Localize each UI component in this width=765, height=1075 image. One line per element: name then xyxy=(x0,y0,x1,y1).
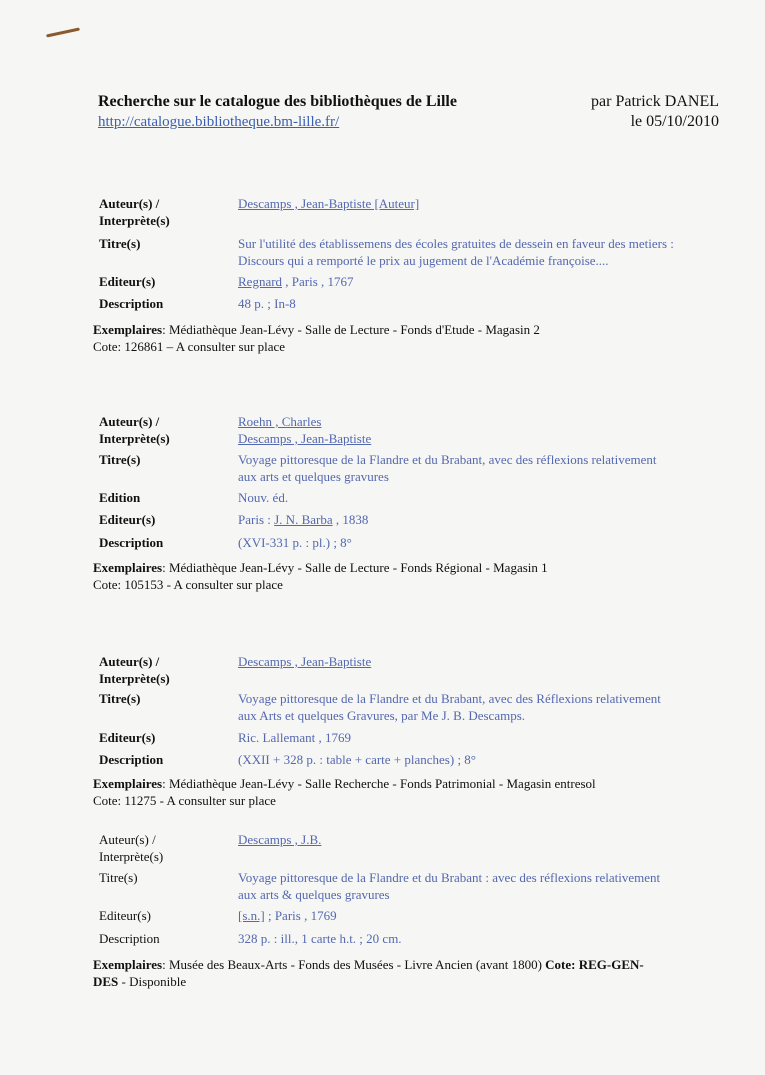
holdings-label: Exemplaires xyxy=(93,560,163,575)
holdings-value: : Médiathèque Jean-Lévy - Salle de Lecture - Fonds d'Etude - Magasin 2 xyxy=(162,322,540,337)
author-label: Auteur(s) / xyxy=(99,832,156,847)
title-line: Discours qui a remporté le prix au jugement de l'Académie françoise.... xyxy=(238,253,609,268)
publisher-details: , Paris , 1767 xyxy=(282,274,354,289)
catalogue-link[interactable]: http://catalogue.bibliotheque.bm-lille.fr/ xyxy=(98,114,340,130)
holdings-value: : Musée des Beaux-Arts - Fonds des Musées - Livre Ancien (avant 1800) xyxy=(162,957,546,972)
shelfmark-value: DES xyxy=(93,974,119,989)
description-value: 328 p. : ill., 1 carte h.t. ; 20 cm. xyxy=(238,931,402,946)
holdings-value: : Médiathèque Jean-Lévy - Salle Recherche - Fonds Patrimonial - Magasin entresol xyxy=(162,776,596,791)
author-row xyxy=(99,413,719,449)
title-line: Voyage pittoresque de la Flandre et du Brabant, avec des Réflexions relativement xyxy=(238,691,661,706)
author-row xyxy=(99,653,719,689)
holdings-label: Exemplaires xyxy=(93,776,163,791)
title-label: Titre(s) xyxy=(99,870,138,885)
title-line: aux Arts et quelques Gravures, par Me J. B. Descamps. xyxy=(238,708,526,723)
description-value: 48 p. ; In-8 xyxy=(238,296,296,311)
description-label: Description xyxy=(99,752,164,767)
pen-mark xyxy=(46,27,80,37)
author-row xyxy=(99,831,719,867)
publisher-link[interactable]: Regnard xyxy=(238,274,283,289)
author-link[interactable]: Descamps , Jean-Baptiste [Auteur] xyxy=(238,196,420,211)
description-label: Description xyxy=(99,535,164,550)
interpreter-label: Interprète(s) xyxy=(99,431,170,446)
holdings xyxy=(93,956,683,990)
shelfmark: Cote: 105153 - A consulter sur place xyxy=(93,577,283,592)
shelfmark: Cote: 126861 – A consulter sur place xyxy=(93,339,286,354)
author-link[interactable]: Roehn , Charles xyxy=(238,414,322,429)
author-label: Auteur(s) / xyxy=(99,414,160,429)
shelfmark: Cote: 11275 - A consulter sur place xyxy=(93,793,276,808)
availability-status: - Disponible xyxy=(118,974,187,989)
holdings xyxy=(93,559,693,593)
publisher-link[interactable]: [s.n.] xyxy=(238,908,265,923)
document-header xyxy=(98,92,457,132)
holdings-label: Exemplaires xyxy=(93,322,163,337)
title-line: aux arts et quelques gravures xyxy=(238,469,389,484)
description-value: (XXII + 328 p. : table + carte + planches) ; 8° xyxy=(238,752,477,767)
edition-value: Nouv. éd. xyxy=(238,490,289,505)
publisher-link[interactable]: J. N. Barba xyxy=(274,512,333,527)
holdings-label: Exemplaires xyxy=(93,957,163,972)
document-author: par Patrick DANEL xyxy=(591,93,719,110)
author-link[interactable]: Descamps , J.B. xyxy=(238,832,322,847)
interpreter-label: Interprète(s) xyxy=(99,849,164,864)
holdings xyxy=(93,775,693,809)
author-label: Auteur(s) / xyxy=(99,196,160,211)
author-link[interactable]: Descamps , Jean-Baptiste xyxy=(238,654,372,669)
author-block xyxy=(591,92,719,132)
title-line: Voyage pittoresque de la Flandre et du Brabant, avec des réflexions relativement xyxy=(238,452,657,467)
publisher-details: ; Paris , 1769 xyxy=(264,908,337,923)
holdings xyxy=(93,321,693,355)
author-label: Auteur(s) / xyxy=(99,654,160,669)
publisher-place: Paris : xyxy=(238,512,275,527)
document-date: le 05/10/2010 xyxy=(630,113,719,130)
description-label: Description xyxy=(99,931,160,946)
publisher-label: Editeur(s) xyxy=(99,730,156,745)
title-label: Titre(s) xyxy=(99,452,141,467)
description-value: (XVI-331 p. : pl.) ; 8° xyxy=(238,535,352,550)
publisher-label: Editeur(s) xyxy=(99,908,151,923)
document-title: Recherche sur le catalogue des bibliothèques de Lille xyxy=(98,93,457,110)
author-row xyxy=(99,195,719,231)
title-line: Sur l'utilité des établissemens des écoles gratuites de dessein en faveur des metiers : xyxy=(238,236,674,251)
publisher-label: Editeur(s) xyxy=(99,274,156,289)
edition-label: Edition xyxy=(99,490,141,505)
holdings-value: : Médiathèque Jean-Lévy - Salle de Lecture - Fonds Régional - Magasin 1 xyxy=(162,560,548,575)
interpreter-label: Interprète(s) xyxy=(99,671,170,686)
description-label: Description xyxy=(99,296,164,311)
title-label: Titre(s) xyxy=(99,236,141,251)
publisher-value: Ric. Lallemant , 1769 xyxy=(238,730,352,745)
publisher-details: , 1838 xyxy=(332,512,369,527)
interpreter-label: Interprète(s) xyxy=(99,213,170,228)
shelfmark-label: Cote: REG-GEN- xyxy=(545,957,644,972)
title-line: Voyage pittoresque de la Flandre et du Brabant : avec des réflexions relativement xyxy=(238,870,661,885)
title-label: Titre(s) xyxy=(99,691,141,706)
author-link[interactable]: Descamps , Jean-Baptiste xyxy=(238,431,372,446)
title-line: aux arts & quelques gravures xyxy=(238,887,390,902)
publisher-label: Editeur(s) xyxy=(99,512,156,527)
